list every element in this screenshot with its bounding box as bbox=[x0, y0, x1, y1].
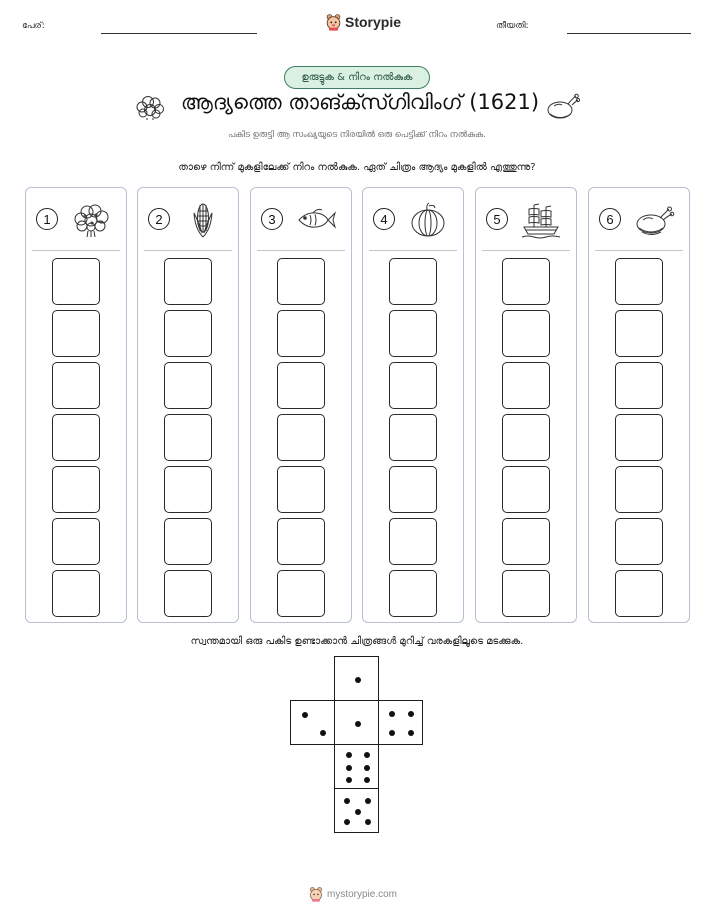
column-1 bbox=[25, 187, 127, 623]
die-pip bbox=[355, 721, 361, 727]
column-4 bbox=[362, 187, 464, 623]
column-divider bbox=[32, 250, 120, 251]
color-box[interactable] bbox=[502, 362, 550, 409]
die-face bbox=[378, 700, 423, 745]
color-box[interactable] bbox=[52, 258, 100, 305]
color-box[interactable] bbox=[502, 570, 550, 617]
color-box[interactable] bbox=[164, 258, 212, 305]
color-box[interactable] bbox=[389, 258, 437, 305]
storypie-mascot-icon bbox=[326, 14, 341, 31]
color-box[interactable] bbox=[615, 258, 663, 305]
die-pip bbox=[389, 730, 395, 736]
color-box[interactable] bbox=[389, 414, 437, 461]
fish-icon bbox=[295, 201, 337, 239]
die-pip bbox=[364, 752, 370, 758]
die-pip bbox=[320, 730, 326, 736]
column-header bbox=[138, 188, 238, 250]
color-box[interactable] bbox=[52, 518, 100, 565]
column-number: 2 bbox=[148, 208, 170, 230]
die-pip bbox=[346, 765, 352, 771]
die-pip bbox=[355, 809, 361, 815]
color-box[interactable] bbox=[52, 362, 100, 409]
color-box[interactable] bbox=[502, 258, 550, 305]
color-box[interactable] bbox=[277, 570, 325, 617]
column-header bbox=[363, 188, 463, 250]
color-box[interactable] bbox=[502, 414, 550, 461]
color-box[interactable] bbox=[502, 310, 550, 357]
column-header bbox=[26, 188, 126, 250]
column-2 bbox=[137, 187, 239, 623]
column-5 bbox=[475, 187, 577, 623]
die-face bbox=[334, 788, 379, 833]
name-label: പേര്: bbox=[22, 21, 45, 31]
die-pip bbox=[364, 765, 370, 771]
color-box[interactable] bbox=[615, 466, 663, 513]
die-face bbox=[334, 744, 379, 789]
activity-badge: ഉരുട്ടുക & നിറം നൽകുക bbox=[284, 66, 430, 89]
color-box[interactable] bbox=[164, 362, 212, 409]
die-pip bbox=[302, 712, 308, 718]
subtitle: പകിട ഉരുട്ടി ആ സംഖ്യയുടെ നിരയിൽ ഒരു പെട്ടിക്ക് നിറം നൽകുക. bbox=[228, 130, 486, 140]
die-pip bbox=[344, 798, 350, 804]
column-header bbox=[589, 188, 689, 250]
date-label: തീയതി: bbox=[496, 21, 529, 31]
turkey-title-icon bbox=[546, 92, 580, 122]
brand-name: Storypie bbox=[345, 14, 402, 30]
footer bbox=[309, 884, 397, 904]
fold-instruction: സ്വന്തമായി ഒരു പകിട ഉണ്ടാക്കാൻ ചിത്രങ്ങൾ മുറിച്ച് വരകളിലൂടെ മടക്കുക. bbox=[190, 636, 524, 647]
column-number: 5 bbox=[486, 208, 508, 230]
column-divider bbox=[257, 250, 345, 251]
die-pip bbox=[408, 730, 414, 736]
color-box[interactable] bbox=[389, 310, 437, 357]
column-divider bbox=[144, 250, 232, 251]
color-box[interactable] bbox=[52, 466, 100, 513]
color-box[interactable] bbox=[277, 362, 325, 409]
color-box[interactable] bbox=[164, 518, 212, 565]
column-header bbox=[476, 188, 576, 250]
brand-logo bbox=[326, 12, 401, 32]
column-number: 3 bbox=[261, 208, 283, 230]
column-divider bbox=[595, 250, 683, 251]
turkey-icon bbox=[633, 201, 675, 239]
pumpkin-icon bbox=[407, 201, 449, 239]
die-pip bbox=[408, 711, 414, 717]
color-box[interactable] bbox=[389, 570, 437, 617]
color-box[interactable] bbox=[615, 414, 663, 461]
footer-url[interactable]: mystorypie.com bbox=[327, 888, 398, 900]
column-divider bbox=[482, 250, 570, 251]
color-box[interactable] bbox=[164, 310, 212, 357]
column-number: 1 bbox=[36, 208, 58, 230]
column-number: 6 bbox=[599, 208, 621, 230]
color-box[interactable] bbox=[164, 466, 212, 513]
column-header bbox=[251, 188, 351, 250]
instruction-text: താഴെ നിന്ന് മുകളിലേക്ക് നിറം നൽകുക. ഏത് ചിത്രം ആദ്യം മുകളിൽ എത്തുന്നു? bbox=[178, 162, 536, 173]
color-box[interactable] bbox=[502, 518, 550, 565]
color-box[interactable] bbox=[615, 362, 663, 409]
color-box[interactable] bbox=[615, 518, 663, 565]
color-box[interactable] bbox=[277, 466, 325, 513]
color-box[interactable] bbox=[615, 310, 663, 357]
color-box[interactable] bbox=[164, 414, 212, 461]
color-box[interactable] bbox=[615, 570, 663, 617]
name-line[interactable] bbox=[101, 33, 257, 34]
page-title: ആദ്യത്തെ താങ്ക്സ്ഗിവിംഗ് (1621) bbox=[180, 90, 540, 114]
column-3 bbox=[250, 187, 352, 623]
die-pip bbox=[346, 752, 352, 758]
date-line[interactable] bbox=[567, 33, 691, 34]
color-box[interactable] bbox=[277, 414, 325, 461]
die-pip bbox=[365, 798, 371, 804]
die-pip bbox=[355, 677, 361, 683]
die-face bbox=[290, 700, 335, 745]
die-face bbox=[334, 700, 379, 745]
corn-icon bbox=[182, 201, 224, 239]
die-pip bbox=[365, 819, 371, 825]
color-box[interactable] bbox=[502, 466, 550, 513]
column-divider bbox=[369, 250, 457, 251]
color-box[interactable] bbox=[277, 310, 325, 357]
color-box[interactable] bbox=[52, 310, 100, 357]
color-box[interactable] bbox=[389, 518, 437, 565]
ship-icon bbox=[520, 201, 562, 239]
storypie-mascot-icon bbox=[309, 887, 323, 902]
color-box[interactable] bbox=[277, 258, 325, 305]
column-6 bbox=[588, 187, 690, 623]
color-box[interactable] bbox=[389, 466, 437, 513]
die-pip bbox=[364, 777, 370, 783]
die-pip bbox=[344, 819, 350, 825]
bush-icon bbox=[70, 201, 112, 239]
color-box[interactable] bbox=[52, 414, 100, 461]
color-box[interactable] bbox=[277, 518, 325, 565]
column-number: 4 bbox=[373, 208, 395, 230]
color-box[interactable] bbox=[389, 362, 437, 409]
die-pip bbox=[346, 777, 352, 783]
die-face bbox=[334, 656, 379, 701]
die-pip bbox=[389, 711, 395, 717]
color-box[interactable] bbox=[164, 570, 212, 617]
color-box[interactable] bbox=[52, 570, 100, 617]
